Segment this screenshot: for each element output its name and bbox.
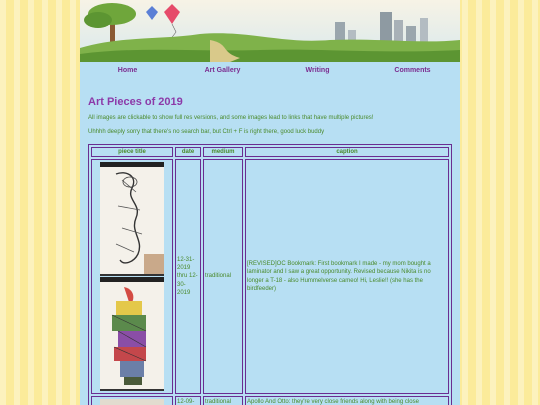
main-nav [80,62,460,82]
header-banner [80,0,460,62]
bookmark-colored-image[interactable] [100,277,164,391]
piece-medium-cell: traditional [203,396,243,405]
table-header-row [91,147,449,157]
nav-art-gallery-link[interactable]: Art Gallery [204,67,241,74]
header-caption: caption [245,147,449,157]
piece-medium-cell: traditional [203,159,243,394]
piece-image-cell [91,159,173,394]
piece-image-cell [91,396,173,405]
header-date: date [175,147,201,157]
header-medium: medium [203,147,243,157]
intro-text-search: Uhhhh deeply sorry that there's no search bar, but Ctrl + F is right there, good luck buddy [88,129,325,135]
nav-writing-link[interactable]: Writing [305,67,330,74]
page-container [80,0,460,405]
intro-text-clickable: All images are clickable to show full res versions, and some images lead to links that have multiple pictures! [88,115,374,121]
piece-date-cell: 12-31-2019 thru 12-30-2019 [175,159,201,394]
piece-caption-cell: Apollo And Otto: they're very close friends along with being close [245,396,449,405]
header-piece-title: piece title [91,147,173,157]
table-row [91,396,449,405]
piece-caption-cell: [REVISED]OC Bookmark: First bookmark I made - my mom bought a laminator and I saw a great opportunity. Revised because Nikita is no longer a T-18 - also Hummelverse cameo! Hi, Leslie!! (she has the birdfeeder) [245,159,449,394]
art-table [88,144,452,405]
bookmark-sketch-image[interactable] [100,162,164,276]
piece-date-cell: 12-09- [175,396,201,405]
nav-home-link[interactable]: Home [117,67,138,74]
page-title: Art Pieces of 2019 [88,96,183,108]
apollo-otto-image[interactable] [100,399,164,405]
nav-comments-link[interactable]: Comments [394,67,431,74]
table-row [91,159,449,394]
